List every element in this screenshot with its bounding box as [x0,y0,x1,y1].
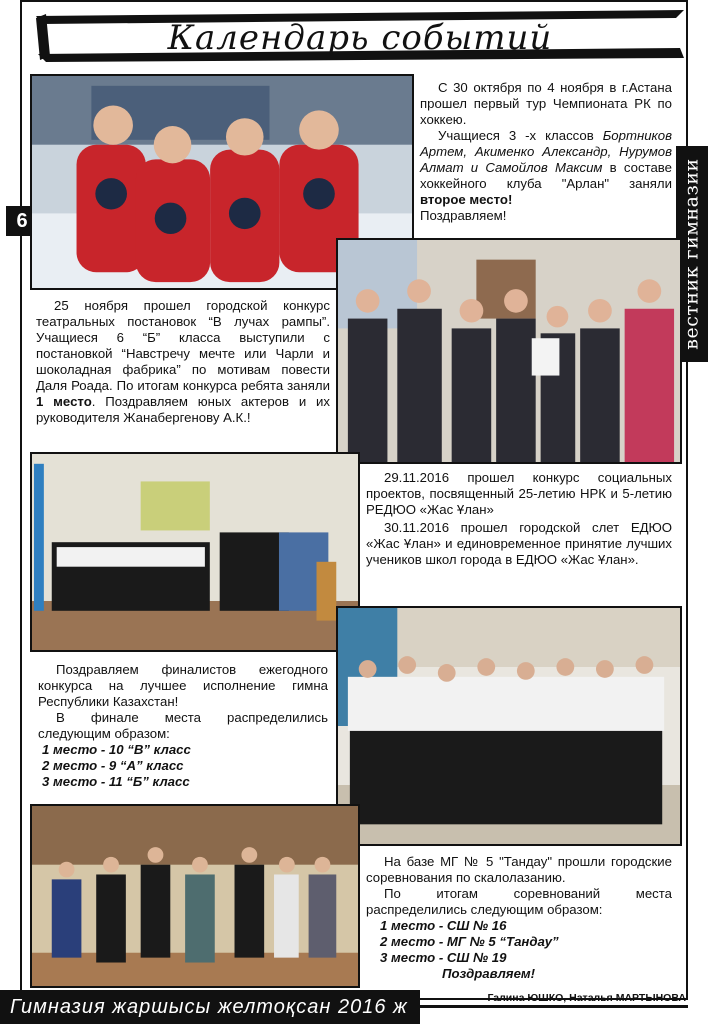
page-number: 6 [6,206,38,236]
hockey-paragraph-1: С 30 октября по 4 ноября в г.Астана прошел первый тур Чемпионата РК по хоккею. [420,80,672,127]
anthem-result-1: 1 место - 10 “В” класс [42,742,191,757]
climbing-result-1: 1 место - СШ № 16 [380,918,507,933]
social-paragraph-2: 30.11.2016 прошел городской слет ЕДЮО «Жас Ұлан» и единовременное принятие лучших учеников школ города в ЕДЮО «Жас Ұлан». [366,520,672,567]
hockey-place: второе место! [420,192,513,207]
theatre-paragraph: 25 ноября прошел городской конкурс театральных постановок “В лучах рампы”. Учащиеся 6 “Б” класса выступили с постановкой “Навстречу мечте или Чарли и шоколадная фабрика” по мотивам повести Даля Роада. По итогам конкурса ребята заняли 1 место. Поздравляем юных актеров и их руководителя Жанабергенову А.К.! [36,298,330,425]
article-hockey [420,80,672,224]
photo-anthem-singers [336,606,682,846]
social-paragraph-1: 29.11.2016 прошел конкурс социальных проектов, посвященный 25-летию НРК и 5-летию РЕДЮО «Жас Ұлан» [366,470,672,517]
article-social [366,470,672,568]
anthem-paragraph-1: Поздравляем финалистов ежегодного конкурса на лучшее исполнение гимна Республики Казахстан! [38,662,328,709]
photo-climbing-winners [30,804,360,988]
article-theatre [36,298,330,426]
side-label-text: вестник гимназии [681,158,704,350]
anthem-result-2: 2 место - 9 “А” класс [42,758,184,773]
footer-banner: Гимназия жаршысы желтоқсан 2016 ж [0,990,420,1024]
climbing-result-2: 2 место - МГ № 5 “Тандау” [380,934,559,949]
hockey-student-names: Бортников Артем, Акименко Александр, Нурумов Алмат и Самойлов Максим [420,128,672,175]
hockey-congrats: Поздравляем! [420,208,507,223]
photo-social-projects [30,452,360,652]
article-authors: Галина ЮШКО, Наталья МАРТЫНОВА [487,992,686,1004]
footer-rule [420,1005,688,1008]
article-anthem [38,662,328,790]
article-climbing [366,854,672,982]
title-banner [36,6,684,66]
hockey-paragraph-2: Учащиеся 3 -х классов Бортников Артем, Акименко Александр, Нурумов Алмат и Самойлов Максим в составе хоккейного клуба "Арлан" заняли второе место! [420,128,672,207]
photo-theatre-group [336,238,682,464]
climbing-paragraph-2: По итогам соревнований места распределились следующим образом: [366,886,672,917]
climbing-paragraph-1: На базе МГ № 5 "Тандау" прошли городские соревнования по скалолазанию. [366,854,672,885]
anthem-result-3: 3 место - 11 “Б” класс [42,774,190,789]
theatre-place: 1 место [36,394,92,409]
page-title: Календарь событий [167,18,553,58]
anthem-paragraph-2: В финале места распределились следующим образом: [38,710,328,741]
climbing-congrats: Поздравляем! [442,966,536,981]
climbing-result-3: 3 место - СШ № 19 [380,950,507,965]
